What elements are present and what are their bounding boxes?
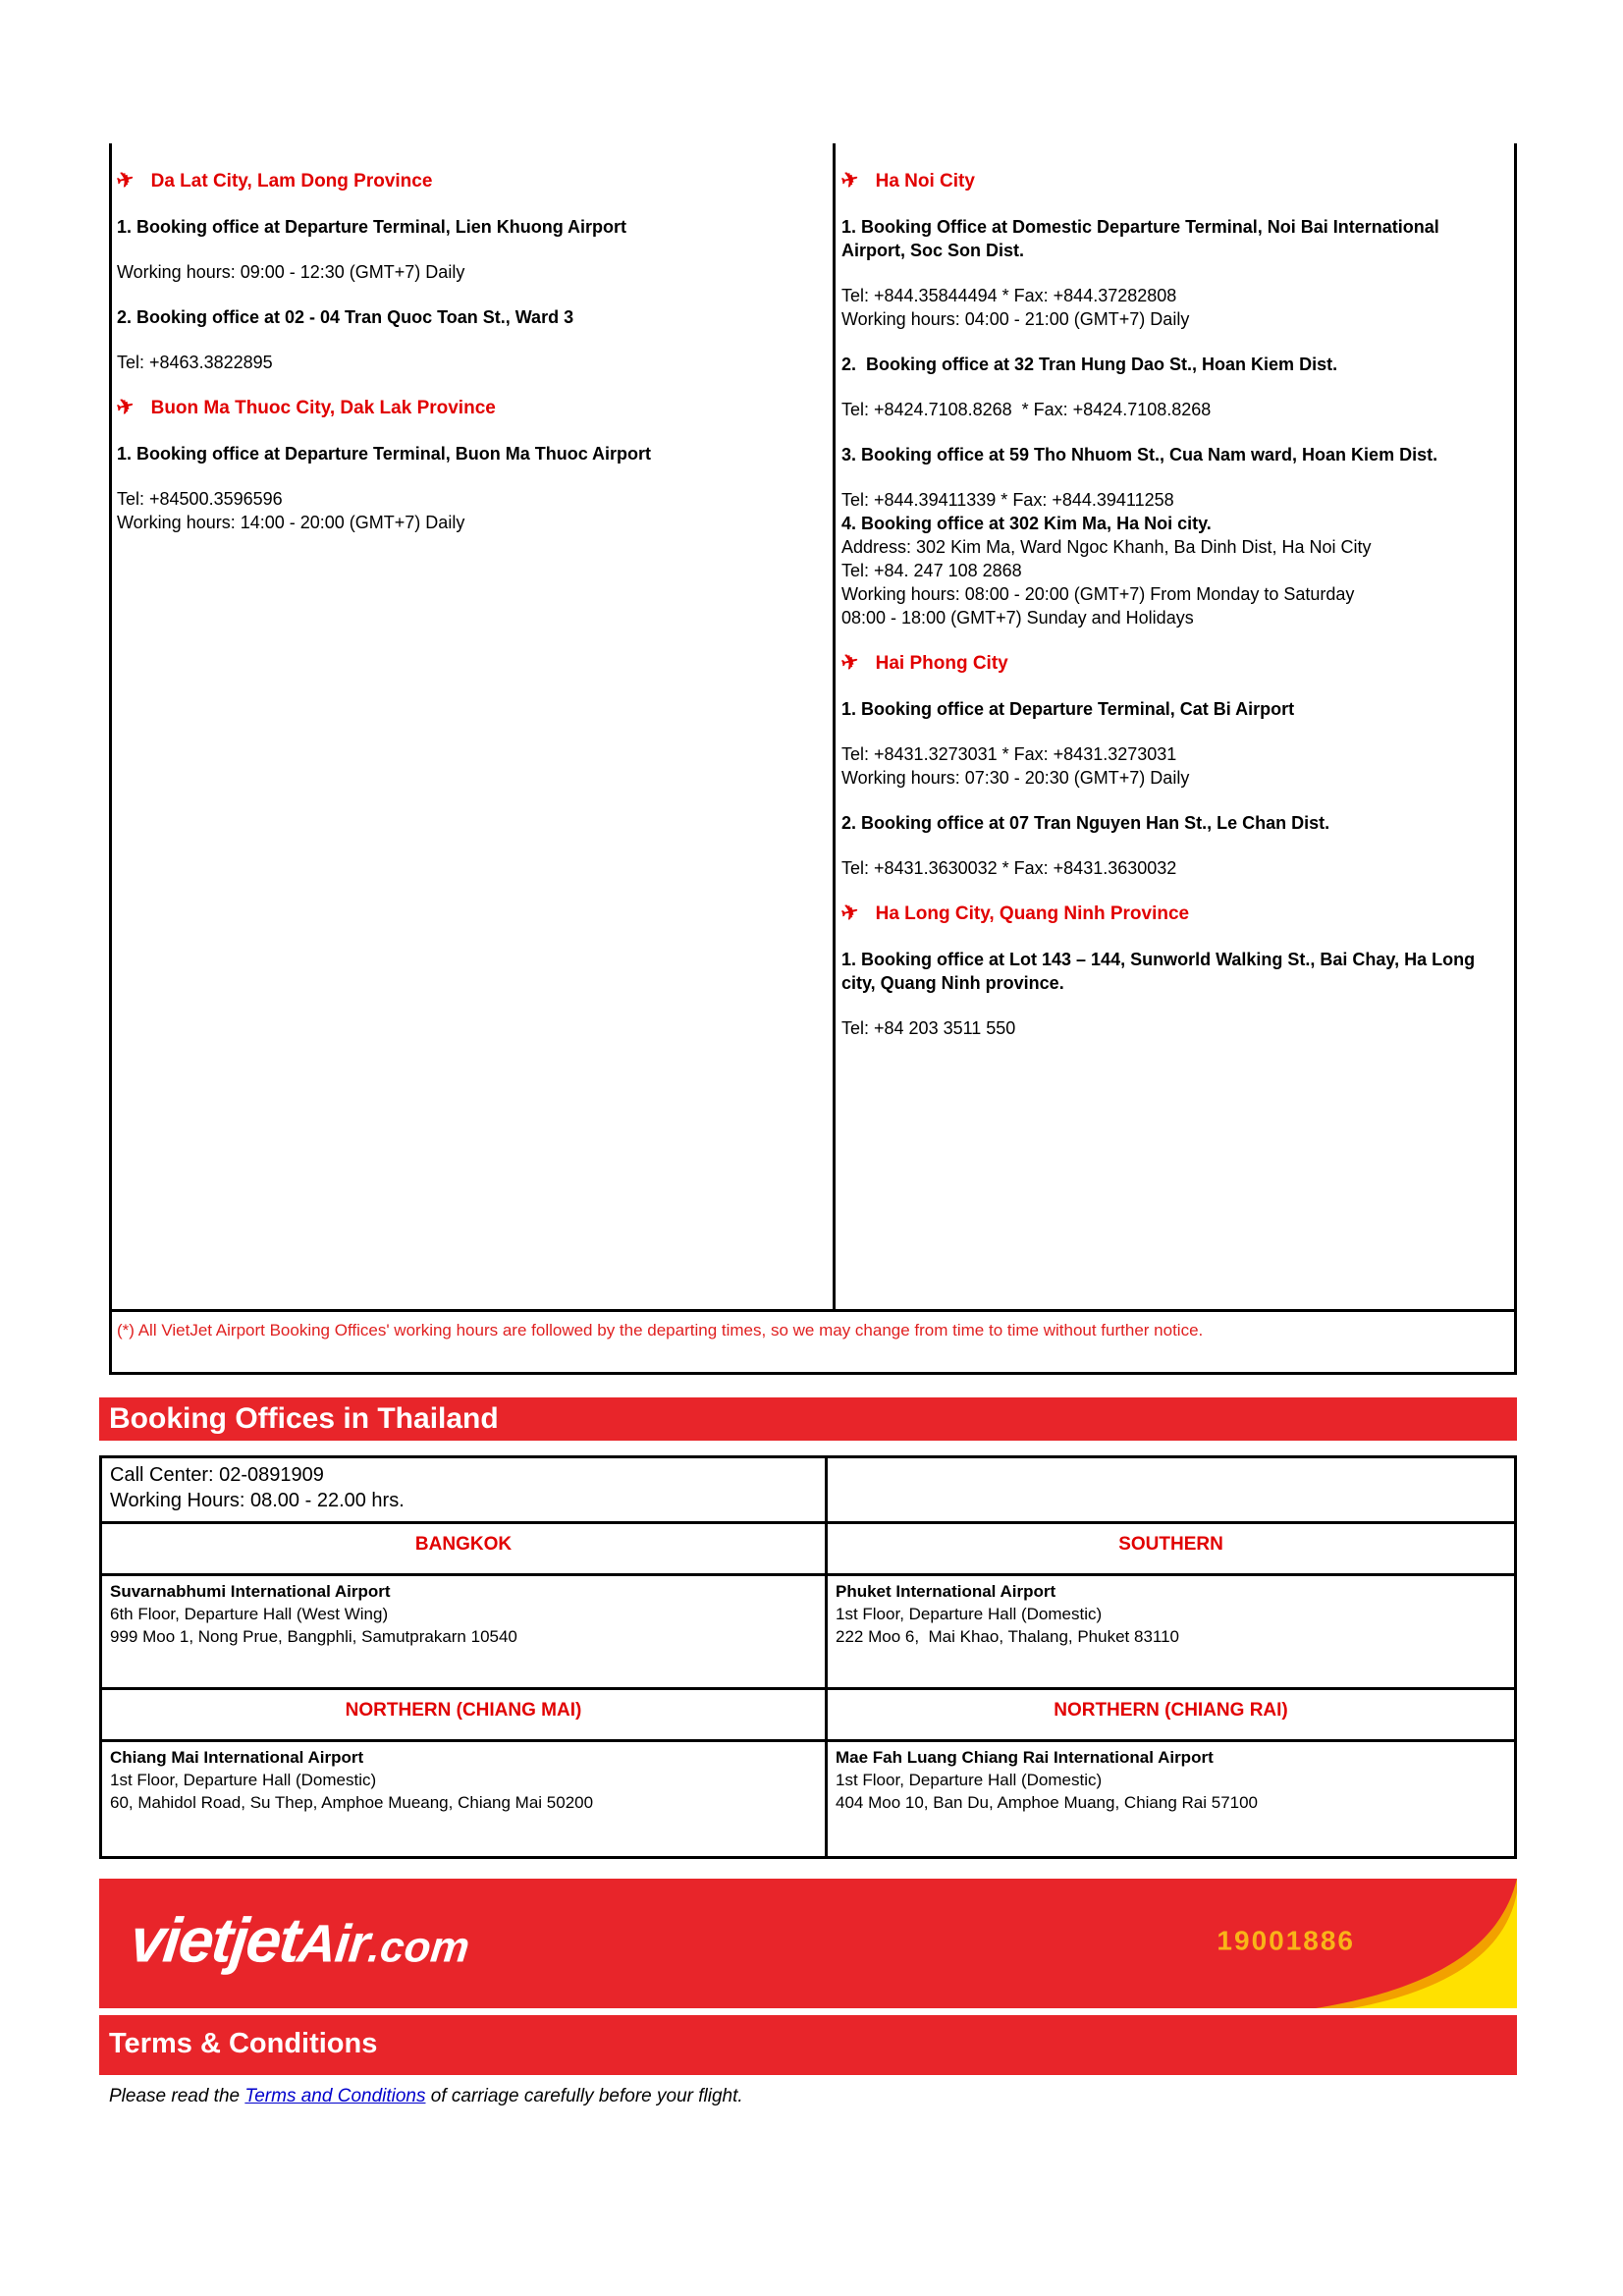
- table-row: [101, 1575, 1516, 1689]
- office-line: Working hours: 09:00 - 12:30 (GMT+7) Daily: [117, 262, 465, 282]
- terms-and-conditions-link[interactable]: Terms and Conditions: [244, 2086, 426, 2106]
- region-header-chiang-mai: NORTHERN (CHIANG MAI): [101, 1689, 827, 1741]
- office-line: 1. Booking Office at Domestic Departure Terminal, Noi Bai International Airport, Soc Son Dist.: [841, 217, 1444, 260]
- office-line: Tel: +84 203 3511 550: [841, 1018, 1016, 1038]
- address-line: 1st Floor, Departure Hall (Domestic): [110, 1771, 377, 1789]
- working-hours-footnote: (*) All VietJet Airport Booking Offices' working hours are followed by the departing times, so we may change from time to time without further notice.: [109, 1309, 1517, 1375]
- hours-line: 08:00 - 18:00 (GMT+7) Sunday and Holidays: [841, 608, 1194, 628]
- address-line: 404 Moo 10, Ban Du, Amphoe Muang, Chiang Rai 57100: [836, 1793, 1259, 1812]
- airplane-icon: ✈: [839, 649, 862, 676]
- airplane-icon: ✈: [114, 167, 137, 193]
- region-header-chiang-rai: NORTHERN (CHIANG RAI): [827, 1689, 1516, 1741]
- tel-line: Tel: +84. 247 108 2868: [841, 561, 1022, 580]
- terms-note-prefix: Please read the: [109, 2086, 245, 2106]
- table-row: [101, 1457, 1516, 1523]
- city-title-label: Buon Ma Thuoc City, Dak Lak Province: [150, 398, 496, 418]
- office-line: 3. Booking office at 59 Tho Nhuom St., Cua Nam ward, Hoan Kiem Dist.: [841, 445, 1438, 465]
- table-row: [101, 1689, 1516, 1741]
- airplane-icon: ✈: [839, 900, 862, 926]
- terms-note: [109, 2086, 743, 2107]
- tel-line: Tel: +844.35844494 * Fax: +844.37282808: [841, 286, 1177, 305]
- region-header-southern: SOUTHERN: [827, 1523, 1516, 1575]
- vietjet-logo: [127, 1903, 473, 1976]
- hours-line: Working hours: 14:00 - 20:00 (GMT+7) Daily: [117, 513, 465, 532]
- address-line: Address: 302 Kim Ma, Ward Ngoc Khanh, Ba Dinh Dist, Ha Noi City: [841, 537, 1372, 557]
- table-row: [101, 1523, 1516, 1575]
- call-center-line: Call Center: 02-0891909: [110, 1464, 324, 1486]
- office-line: 2. Booking office at 02 - 04 Tran Quoc Toan St., Ward 3: [117, 307, 574, 327]
- address-line: 222 Moo 6, Mai Khao, Thalang, Phuket 83110: [836, 1627, 1180, 1646]
- city-title-label: Hai Phong City: [875, 653, 1008, 674]
- office-line: [841, 742, 1504, 790]
- vietjet-logo-banner: [99, 1879, 1517, 2008]
- city-title-ha-long: [841, 902, 1504, 926]
- address-line: 60, Mahidol Road, Su Thep, Amphoe Mueang, Chiang Mai 50200: [110, 1793, 594, 1812]
- office-line: Tel: +8463.3822895: [117, 353, 273, 372]
- logo-text-air: Air: [295, 1914, 372, 1974]
- hours-line: Working hours: 07:30 - 20:30 (GMT+7) Daily: [841, 768, 1190, 788]
- office-line: [117, 487, 821, 534]
- terms-conditions-banner: Terms & Conditions: [99, 2015, 1517, 2075]
- office-line: 1. Booking office at Departure Terminal, Cat Bi Airport: [841, 699, 1295, 719]
- vietnam-offices-left-column: [112, 143, 836, 1309]
- thailand-offices-banner: Booking Offices in Thailand: [99, 1397, 1517, 1441]
- airport-name: Phuket International Airport: [836, 1582, 1056, 1601]
- office-cell-chiang-rai: [827, 1741, 1516, 1858]
- terms-note-suffix: of carriage carefully before your flight.: [425, 2086, 743, 2106]
- office-cell-bangkok: [101, 1575, 827, 1689]
- address-line: 1st Floor, Departure Hall (Domestic): [836, 1771, 1103, 1789]
- region-header-bangkok: BANGKOK: [101, 1523, 827, 1575]
- city-title-da-lat: [114, 167, 821, 193]
- hours-line: Working hours: 04:00 - 21:00 (GMT+7) Daily: [841, 309, 1190, 329]
- office-cell-southern: [827, 1575, 1516, 1689]
- working-hours-line: Working Hours: 08.00 - 22.00 hrs.: [110, 1490, 405, 1511]
- city-title-ha-noi: [841, 169, 1504, 193]
- table-row: [101, 1741, 1516, 1858]
- office-line: 1. Booking office at Departure Terminal, Buon Ma Thuoc Airport: [117, 444, 652, 464]
- hotline-number: 19001886: [1217, 1925, 1355, 1956]
- vietnam-offices-table: [109, 143, 1517, 1375]
- address-line: 6th Floor, Departure Hall (West Wing): [110, 1605, 389, 1623]
- airport-name: Suvarnabhumi International Airport: [110, 1582, 391, 1601]
- thailand-offices-table: [99, 1455, 1517, 1859]
- office-line: Tel: +8424.7108.8268 * Fax: +8424.7108.8268: [841, 400, 1212, 419]
- office-line: 2. Booking office at 07 Tran Nguyen Han St., Le Chan Dist.: [841, 813, 1330, 833]
- call-center-cell: [101, 1457, 827, 1523]
- office-line: Tel: +8431.3630032 * Fax: +8431.3630032: [841, 858, 1177, 878]
- tel-line: Tel: +8431.3273031 * Fax: +8431.3273031: [841, 744, 1177, 764]
- city-title-label: Ha Long City, Quang Ninh Province: [875, 903, 1190, 924]
- tel-line: Tel: +84500.3596596: [117, 489, 283, 509]
- office-line: 4. Booking office at 302 Kim Ma, Ha Noi city.: [841, 514, 1212, 533]
- office-line: 1. Booking office at Lot 143 – 144, Sunworld Walking St., Bai Chay, Ha Long city, Quang Ninh province.: [841, 950, 1481, 993]
- office-line: 1. Booking office at Departure Terminal, Lien Khuong Airport: [117, 217, 627, 237]
- office-block: [841, 488, 1504, 629]
- city-title-buon-ma-thuoc: [114, 394, 821, 420]
- address-line: 1st Floor, Departure Hall (Domestic): [836, 1605, 1103, 1623]
- office-cell-chiang-mai: [101, 1741, 827, 1858]
- empty-cell: [827, 1457, 1516, 1523]
- hours-line: Working hours: 08:00 - 20:00 (GMT+7) From Monday to Saturday: [841, 584, 1355, 604]
- logo-text-vietjet: vietjet: [127, 1904, 302, 1976]
- logo-text-com: .com: [365, 1923, 472, 1972]
- city-title-hai-phong: [841, 651, 1504, 676]
- city-title-label: Ha Noi City: [875, 171, 975, 191]
- vietnam-offices-columns: [109, 143, 1517, 1309]
- airplane-icon: ✈: [839, 167, 862, 193]
- vietnam-offices-right-column: [836, 143, 1514, 1309]
- tel-line: Tel: +844.39411339 * Fax: +844.39411258: [841, 490, 1174, 510]
- address-line: 999 Moo 1, Nong Prue, Bangphli, Samutprakarn 10540: [110, 1627, 517, 1646]
- office-line: 2. Booking office at 32 Tran Hung Dao St., Hoan Kiem Dist.: [841, 355, 1338, 374]
- city-title-label: Da Lat City, Lam Dong Province: [150, 171, 433, 191]
- airport-name: Mae Fah Luang Chiang Rai International Airport: [836, 1748, 1214, 1767]
- airplane-icon: ✈: [114, 394, 137, 420]
- office-line: [841, 284, 1504, 331]
- airport-name: Chiang Mai International Airport: [110, 1748, 364, 1767]
